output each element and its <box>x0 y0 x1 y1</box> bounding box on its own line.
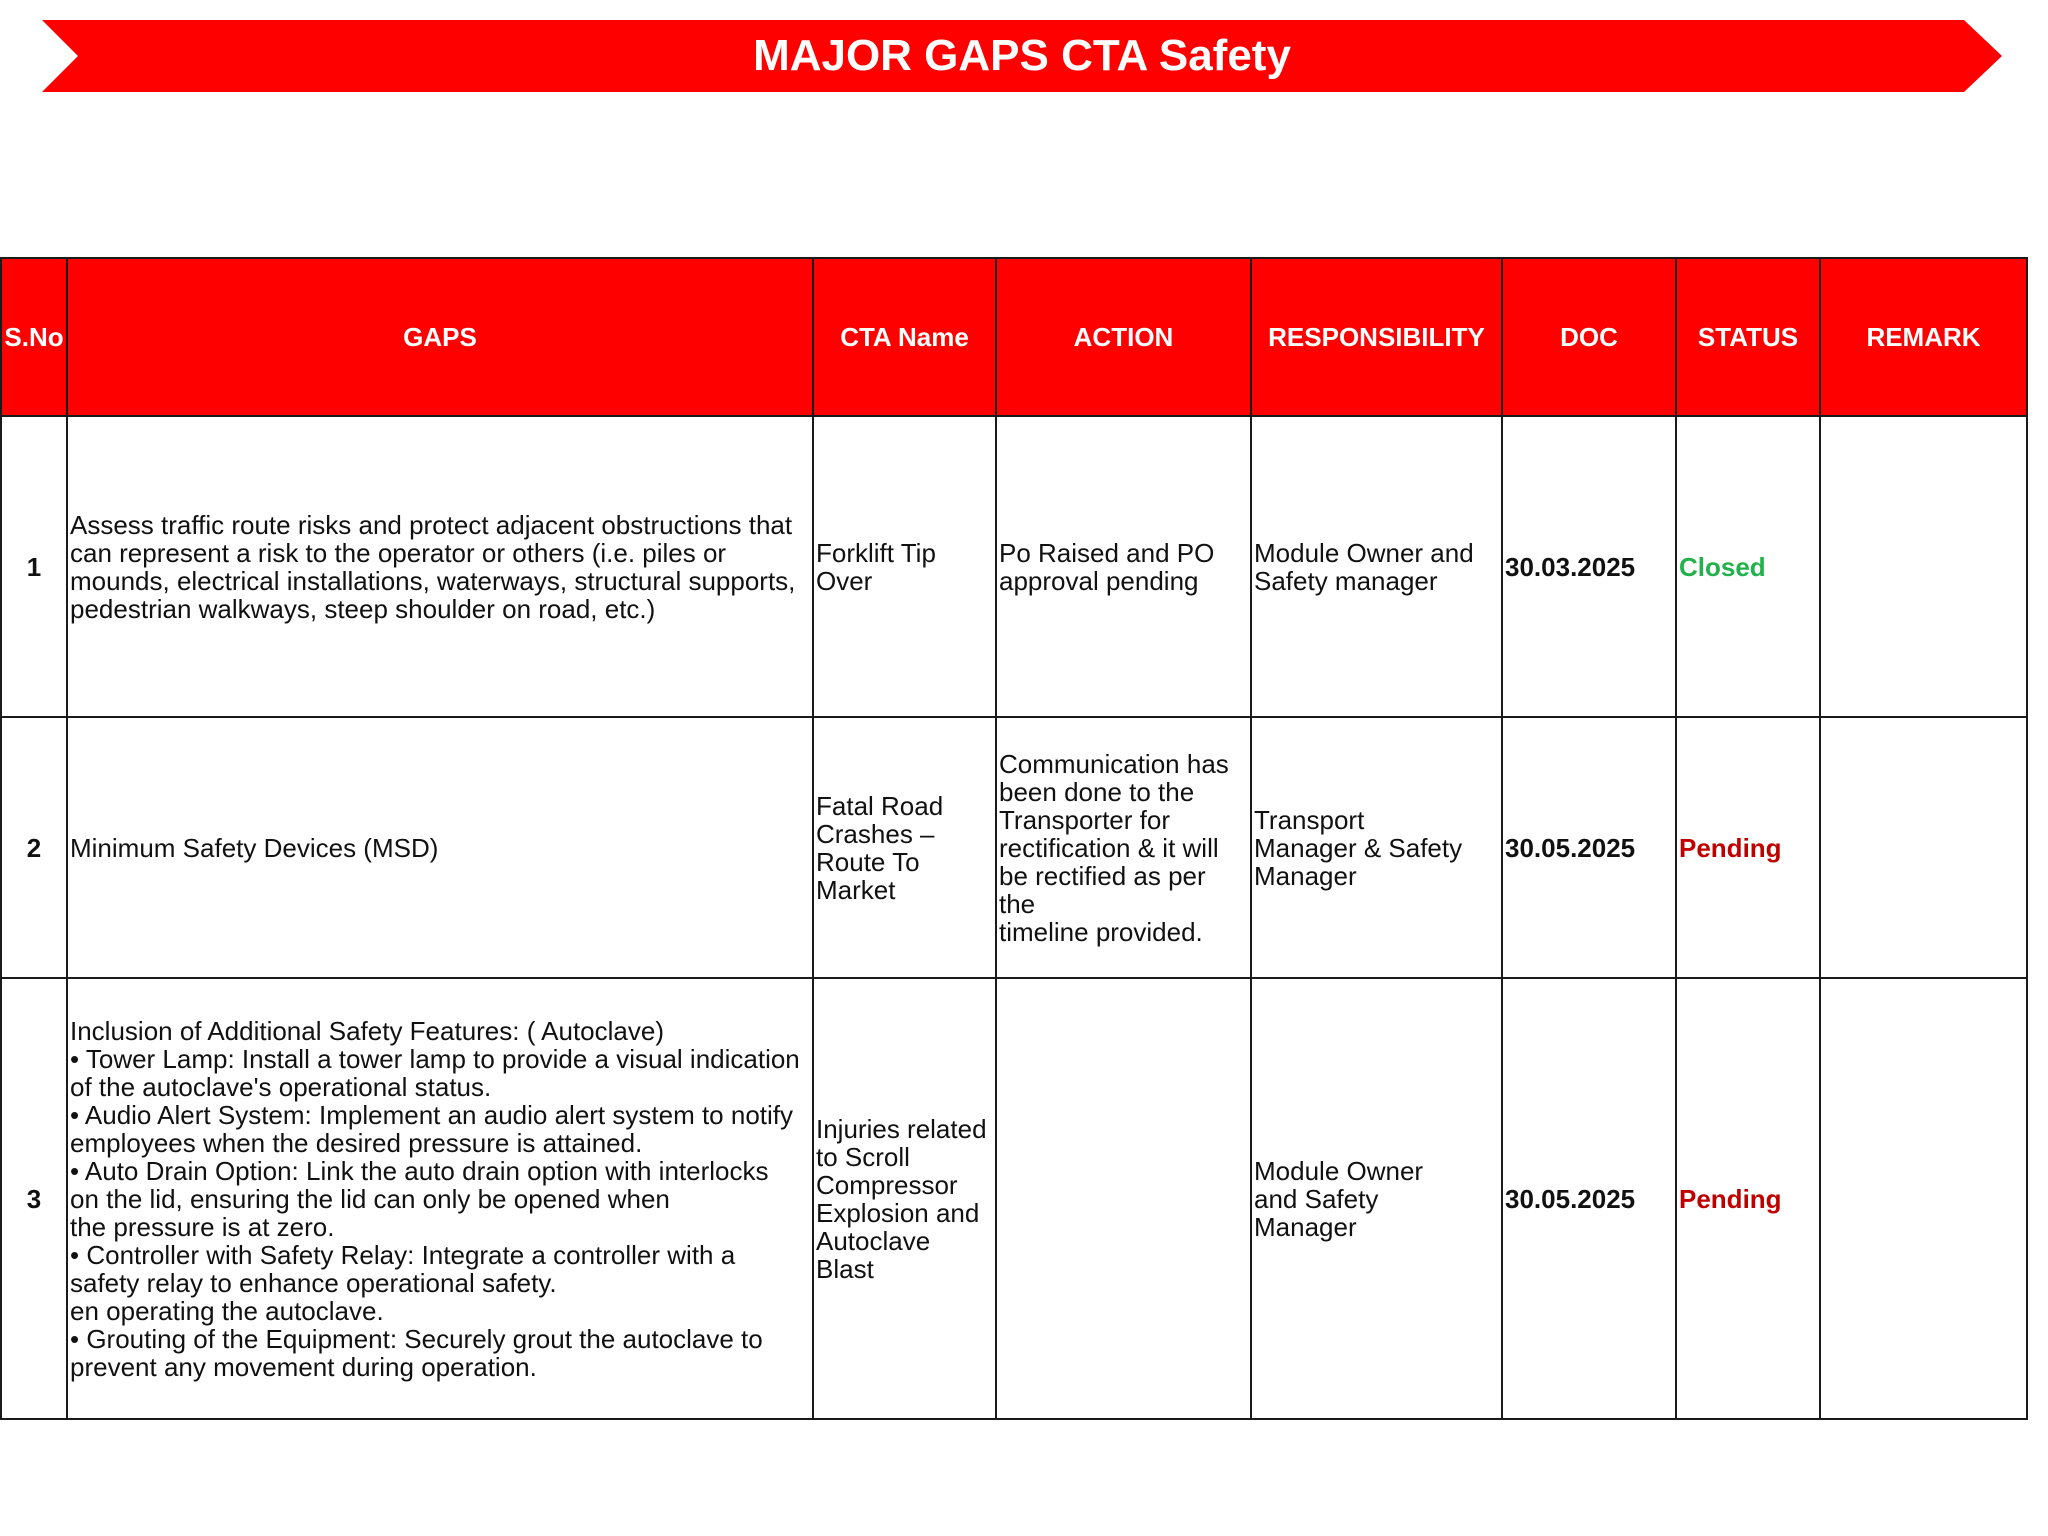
action-line: rectification & it will <box>999 832 1219 863</box>
status-badge: Pending <box>1676 978 1820 1419</box>
responsibility-line: Transport <box>1254 804 1365 835</box>
cell-doc: 30.05.2025 <box>1502 978 1676 1419</box>
gaps-line: Inclusion of Additional Safety Features: ( Autoclave) <box>70 1015 665 1046</box>
header-doc: DOC <box>1502 258 1676 416</box>
cell-doc: 30.03.2025 <box>1502 416 1676 717</box>
gaps-line: pedestrian walkways, steep shoulder on road, etc.) <box>70 593 656 624</box>
header-action: ACTION <box>996 258 1251 416</box>
action-line: timeline provided. <box>999 916 1203 947</box>
cell-sno: 2 <box>1 717 67 978</box>
action-line: been done to the <box>999 776 1195 807</box>
header-cta-name: CTA Name <box>813 258 996 416</box>
table-row <box>1 416 2027 717</box>
action-line: Po Raised and PO <box>999 537 1215 568</box>
cell-cta-name <box>813 717 996 978</box>
cta-line: Injuries related <box>816 1113 987 1144</box>
cta-line: Crashes – <box>816 818 935 849</box>
cell-action <box>996 717 1251 978</box>
cta-line: Market <box>816 874 896 905</box>
responsibility-line: and Safety <box>1254 1183 1379 1214</box>
cell-remark <box>1820 717 2027 978</box>
table-header-row <box>1 258 2027 416</box>
responsibility-line: Manager & Safety <box>1254 832 1463 863</box>
gaps-line: • Controller with Safety Relay: Integrate a controller with a <box>70 1239 736 1270</box>
responsibility-line: Manager <box>1254 1211 1357 1242</box>
responsibility-line: Safety manager <box>1254 565 1438 596</box>
responsibility-line: Module Owner <box>1254 1155 1424 1186</box>
gaps-line: • Tower Lamp: Install a tower lamp to provide a visual indication <box>70 1043 800 1074</box>
cell-sno: 1 <box>1 416 67 717</box>
action-line: be rectified as per the <box>999 860 1206 919</box>
cta-line: to Scroll <box>816 1141 910 1172</box>
cell-gaps <box>67 416 813 717</box>
header-gaps: GAPS <box>67 258 813 416</box>
gaps-line: Assess traffic route risks and protect adjacent obstructions that <box>70 509 793 540</box>
cell-responsibility <box>1251 717 1502 978</box>
table-row <box>1 717 2027 978</box>
cta-line: Fatal Road <box>816 790 944 821</box>
header-responsibility: RESPONSIBILITY <box>1251 258 1502 416</box>
gaps-table <box>0 257 2028 1420</box>
gaps-line: safety relay to enhance operational safety. <box>70 1267 557 1298</box>
gaps-line: mounds, electrical installations, waterways, structural supports, <box>70 565 796 596</box>
gaps-line: of the autoclave's operational status. <box>70 1071 492 1102</box>
cell-cta-name <box>813 978 996 1419</box>
gaps-line: the pressure is at zero. <box>70 1211 335 1242</box>
title-banner <box>42 20 2002 92</box>
cell-action <box>996 978 1251 1419</box>
gaps-line: • Audio Alert System: Implement an audio alert system to notify <box>70 1099 793 1130</box>
action-line: approval pending <box>999 565 1199 596</box>
header-sno: S.No <box>1 258 67 416</box>
gaps-line: en operating the autoclave. <box>70 1295 384 1326</box>
gaps-line: employees when the desired pressure is attained. <box>70 1127 643 1158</box>
responsibility-line: Module Owner and <box>1254 537 1474 568</box>
cta-line: Over <box>816 565 873 596</box>
cell-responsibility <box>1251 978 1502 1419</box>
cell-responsibility <box>1251 416 1502 717</box>
cell-doc: 30.05.2025 <box>1502 717 1676 978</box>
status-badge: Pending <box>1676 717 1820 978</box>
cta-line: Forklift Tip <box>816 537 936 568</box>
cell-action <box>996 416 1251 717</box>
cell-cta-name <box>813 416 996 717</box>
gaps-line: • Auto Drain Option: Link the auto drain option with interlocks <box>70 1155 769 1186</box>
cell-gaps <box>67 978 813 1419</box>
cta-line: Compressor <box>816 1169 958 1200</box>
cta-line: Autoclave Blast <box>816 1225 931 1284</box>
status-badge: Closed <box>1676 416 1820 717</box>
action-line: Transporter for <box>999 804 1170 835</box>
header-remark: REMARK <box>1820 258 2027 416</box>
table-row <box>1 978 2027 1419</box>
gaps-line: Minimum Safety Devices (MSD) <box>70 832 439 863</box>
cell-remark <box>1820 416 2027 717</box>
gaps-line: can represent a risk to the operator or others (i.e. piles or <box>70 537 727 568</box>
page-title: MAJOR GAPS CTA Safety <box>753 31 1291 80</box>
gaps-line: • Grouting of the Equipment: Securely grout the autoclave to <box>70 1323 763 1354</box>
gaps-line: on the lid, ensuring the lid can only be opened when <box>70 1183 670 1214</box>
cell-remark <box>1820 978 2027 1419</box>
cta-line: Explosion and <box>816 1197 980 1228</box>
responsibility-line: Manager <box>1254 860 1357 891</box>
action-line: Communication has <box>999 748 1229 779</box>
header-status: STATUS <box>1676 258 1820 416</box>
cell-sno: 3 <box>1 978 67 1419</box>
cell-gaps <box>67 717 813 978</box>
gaps-line: prevent any movement during operation. <box>70 1351 537 1382</box>
cta-line: Route To <box>816 846 920 877</box>
